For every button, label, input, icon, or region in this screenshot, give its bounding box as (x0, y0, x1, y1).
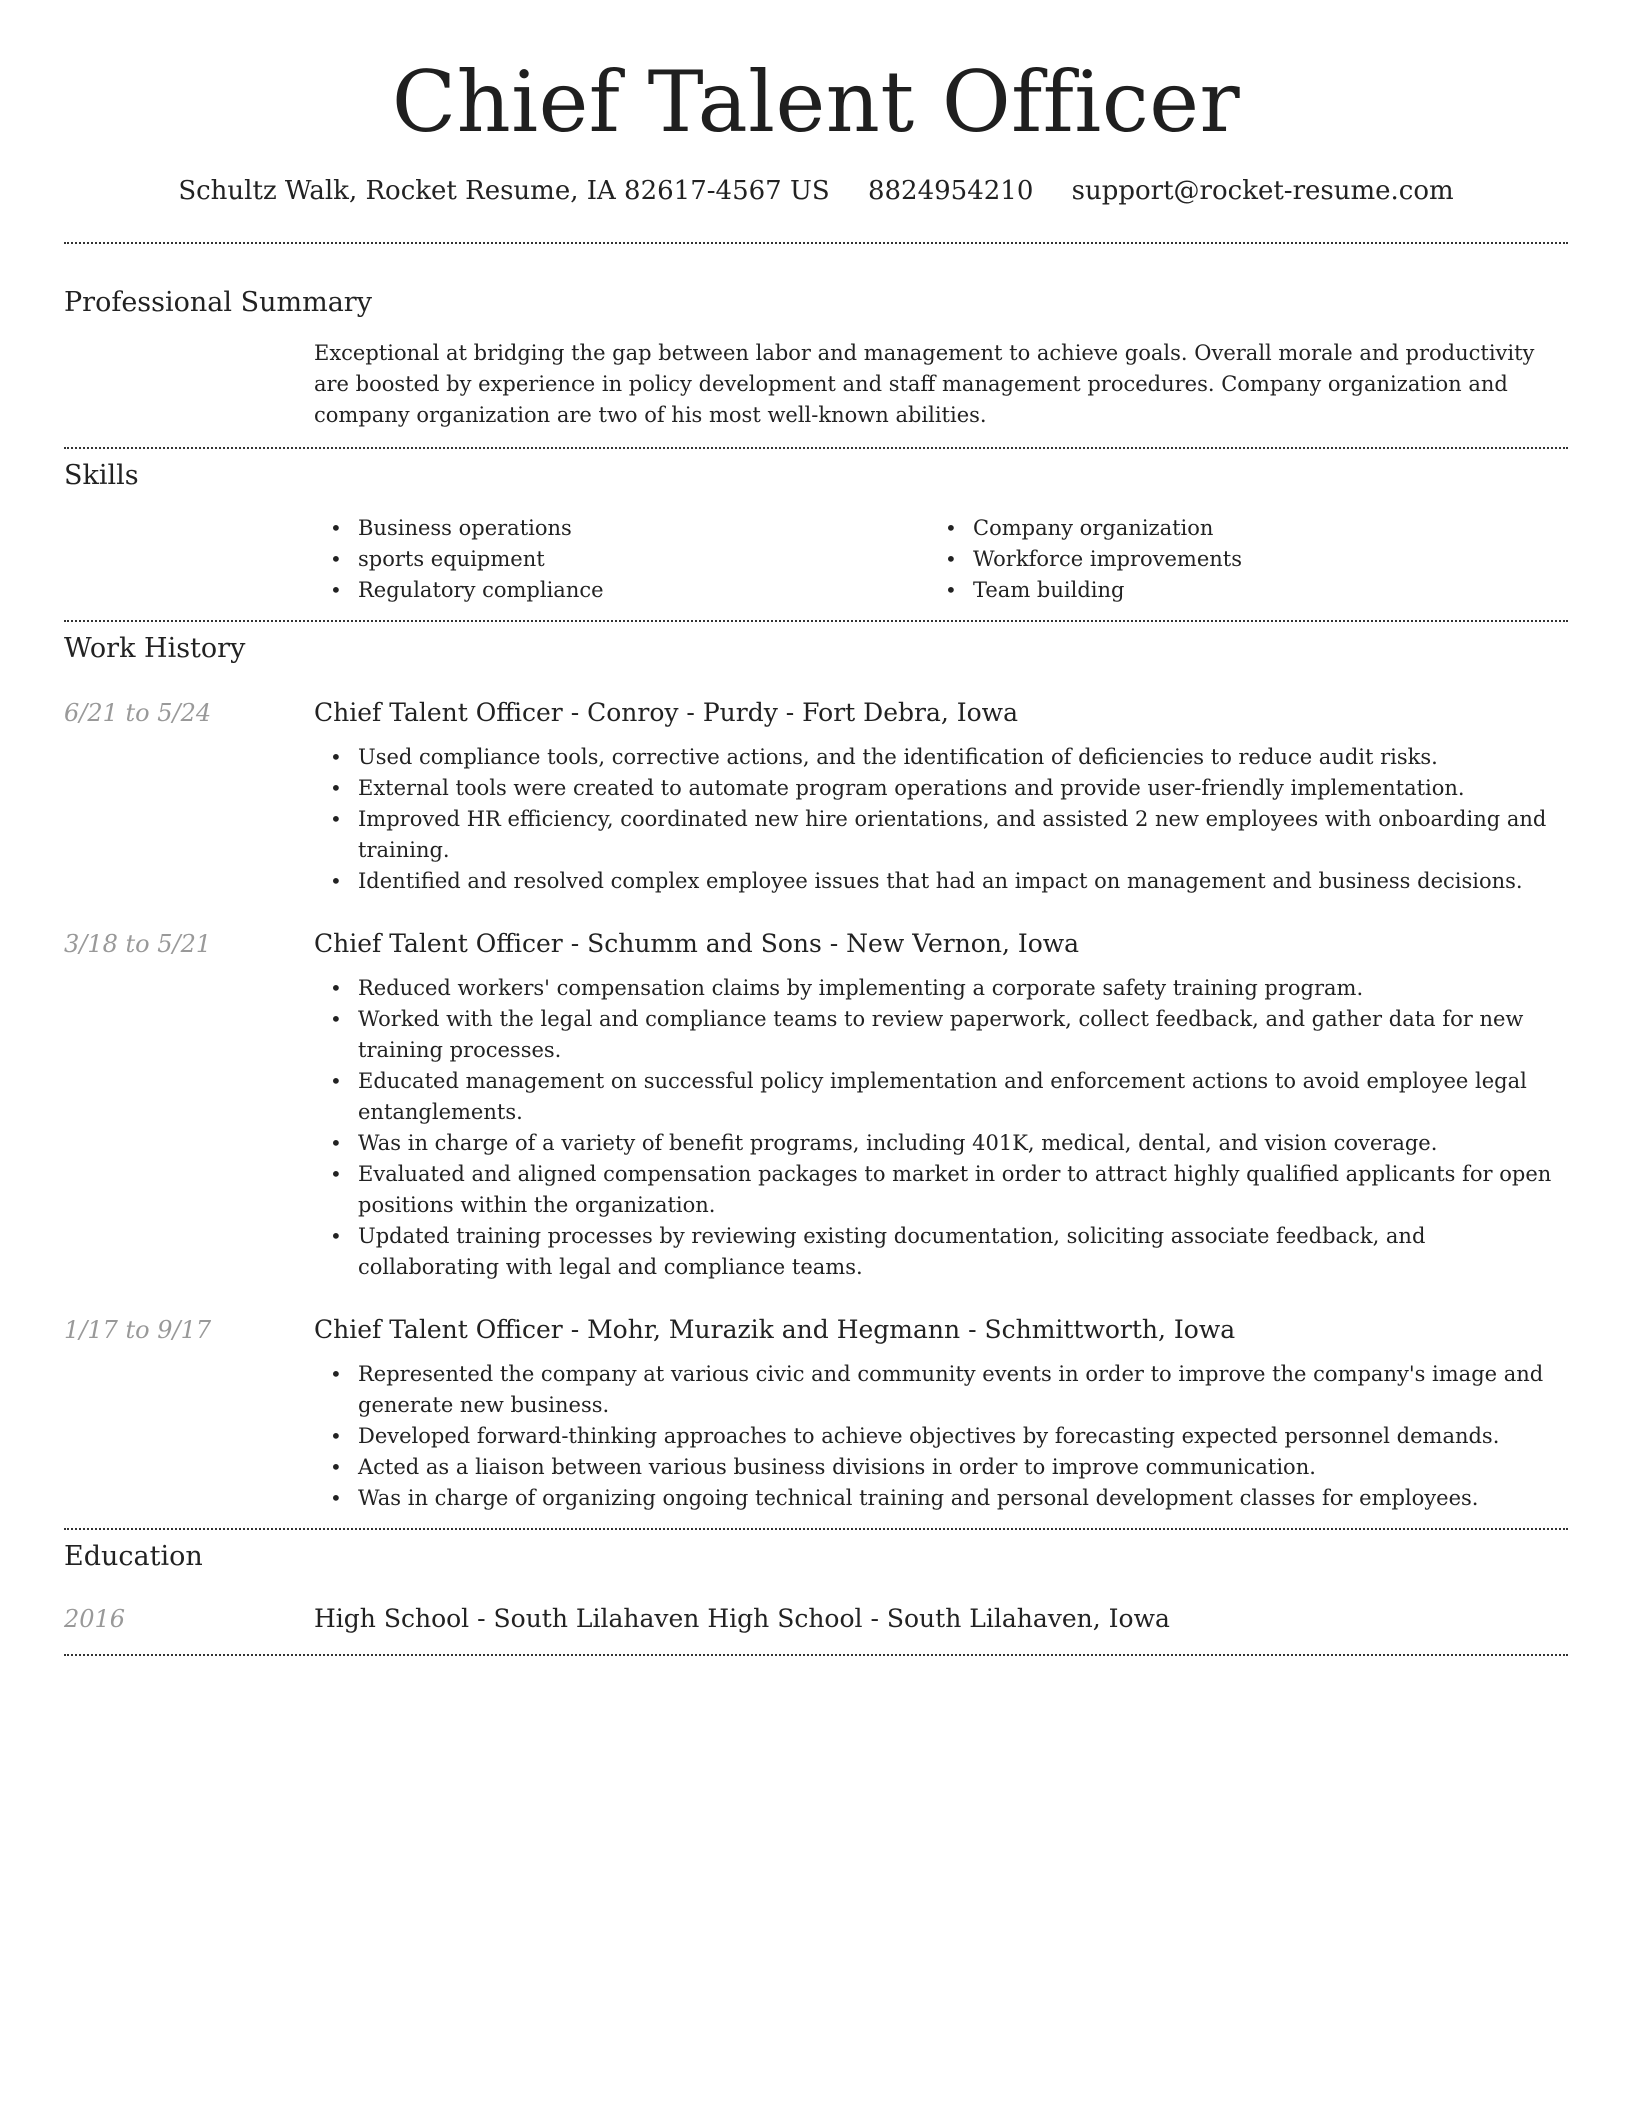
skill-item: • Business operations (314, 513, 929, 544)
job-bullet: • Reduced workers' compensation claims by implementing a corporate safety training program. (314, 973, 1568, 1004)
section-title-work: Work History (64, 633, 246, 664)
job-header (64, 696, 1568, 730)
job-title: Chief Talent Officer - Conroy - Purdy - Fort Debra, Iowa (314, 698, 1018, 727)
summary-text: Exceptional at bridging the gap between labor and management to achieve goals. Overall morale and productivity are boosted by experience in policy development and staff management procedures. Company organization and company organization are two of his most well-known abilities. (314, 341, 1535, 427)
education-date: 2016 (64, 1605, 126, 1633)
contact-line (64, 174, 1568, 208)
job-entry (64, 696, 1568, 897)
job-entry (64, 1313, 1568, 1514)
education-entry (64, 1602, 1568, 1636)
job-bullet: • Was in charge of a variety of benefit programs, including 401K, medical, dental, and vision coverage. (314, 1128, 1568, 1159)
job-title: Chief Talent Officer - Mohr, Murazik and Hegmann - Schmittworth, Iowa (314, 1315, 1236, 1344)
skill-item: • Workforce improvements (929, 544, 1544, 575)
work-history-section (64, 622, 1568, 1514)
contact-email: support@rocket-resume.com (1071, 176, 1454, 206)
job-bullet: • Was in charge of organizing ongoing technical training and personal development classes for employees. (314, 1483, 1568, 1514)
skill-item: • Regulatory compliance (314, 575, 929, 606)
job-bullets (314, 1359, 1568, 1514)
job-bullet: • Used compliance tools, corrective actions, and the identification of deficiencies to reduce audit risks. (314, 742, 1568, 773)
job-bullets (314, 973, 1568, 1283)
job-bullet: • Identified and resolved complex employee issues that had an impact on management and business decisions. (314, 866, 1568, 897)
job-bullet: • Updated training processes by reviewing existing documentation, soliciting associate feedback, and collaborating with legal and compliance teams. (314, 1221, 1568, 1283)
job-bullets (314, 742, 1568, 897)
job-bullet: • Improved HR efficiency, coordinated new hire orientations, and assisted 2 new employees with onboarding and training. (314, 804, 1568, 866)
contact-address: Schultz Walk, Rocket Resume, IA 82617-4567 US (178, 176, 830, 206)
job-bullet: • Acted as a liaison between various business divisions in order to improve communication. (314, 1452, 1568, 1483)
job-date: 6/21 to 5/24 (64, 699, 212, 727)
job-bullet: • Educated management on successful policy implementation and enforcement actions to avoid employee legal entanglements. (314, 1066, 1568, 1128)
job-bullet: • Developed forward-thinking approaches to achieve objectives by forecasting expected personnel demands. (314, 1421, 1568, 1452)
job-header (64, 927, 1568, 961)
education-title: High School - South Lilahaven High School - South Lilahaven, Iowa (314, 1604, 1170, 1633)
job-date: 1/17 to 9/17 (64, 1316, 212, 1344)
contact-phone: 8824954210 (867, 176, 1034, 206)
candidate-name: Chief Talent Officer (391, 53, 1241, 151)
skills-section (64, 449, 1568, 606)
job-title: Chief Talent Officer - Schumm and Sons - New Vernon, Iowa (314, 929, 1080, 958)
education-section (64, 1530, 1568, 1636)
job-entry (64, 927, 1568, 1283)
job-bullet: • Represented the company at various civic and community events in order to improve the company's image and generate new business. (314, 1359, 1568, 1421)
summary-section (64, 286, 1568, 431)
resume-header (64, 0, 1568, 208)
section-title-summary: Professional Summary (64, 287, 372, 318)
job-bullet: • Evaluated and aligned compensation packages to market in order to attract highly qualified applicants for open positions within the organization. (314, 1159, 1568, 1221)
divider (64, 1654, 1568, 1656)
skill-item: • sports equipment (314, 544, 929, 575)
job-bullet: • External tools were created to automate program operations and provide user-friendly implementation. (314, 773, 1568, 804)
section-title-education: Education (64, 1541, 203, 1572)
skill-item: • Team building (929, 575, 1544, 606)
job-bullet: • Worked with the legal and compliance teams to review paperwork, collect feedback, and gather data for new training processes. (314, 1004, 1568, 1066)
divider (64, 242, 1568, 244)
job-header (64, 1313, 1568, 1347)
section-title-skills: Skills (64, 460, 139, 491)
skills-column-left (314, 513, 929, 606)
skills-grid (314, 513, 1568, 606)
job-date: 3/18 to 5/21 (64, 930, 212, 958)
skill-item: • Company organization (929, 513, 1544, 544)
skills-column-right (929, 513, 1544, 606)
